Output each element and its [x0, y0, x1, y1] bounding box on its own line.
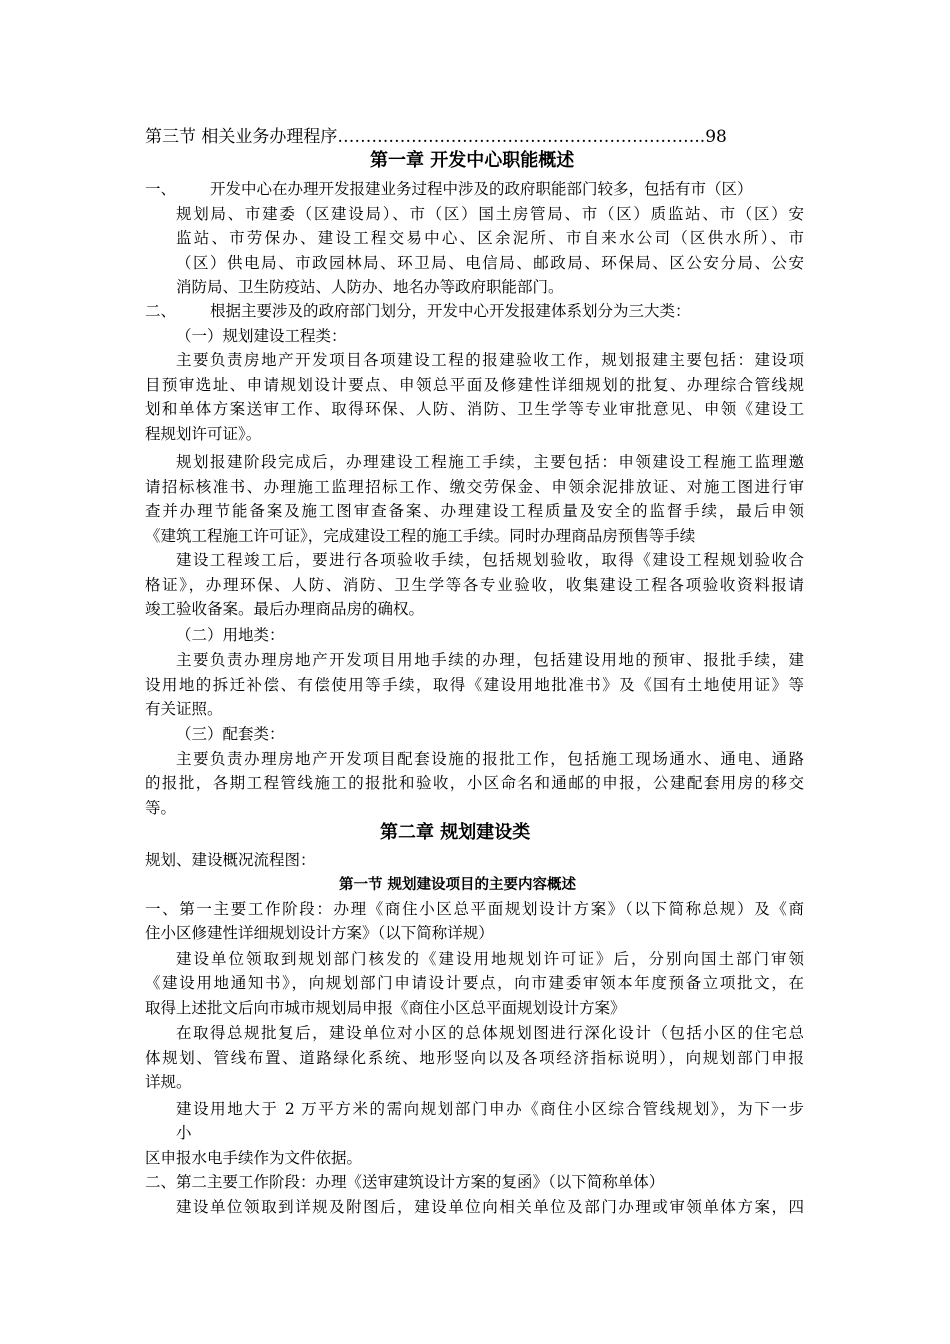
subsection-3-title: （三）配套类： — [176, 725, 285, 743]
paragraph-line: 区申报水电手续作为文件依据。 — [145, 1149, 363, 1167]
paragraph-line: 格证》，办理环保、人防、消防、卫生学等各专业验收，收集建设工程各项验收资料报请 — [145, 576, 804, 594]
item-2-text: 根据主要涉及的政府部门划分，开发中心开发报建体系划分为三大类： — [210, 302, 691, 320]
paragraph-line: 的报批，各期工程管线施工的报批和验收，小区命名和通邮的申报，公建配套用房的移交 — [145, 774, 804, 792]
flowchart-caption: 规划、建设概况流程图： — [145, 851, 316, 869]
paragraph-line: 建设单位领取到详规及附图后，建设单位向相关单位及部门办理或审领单体方案，四 — [176, 1198, 804, 1216]
paragraph-line: 体规划、管线布置、道路绿化系统、地形竖向以及各项经济指标说明），向规划部门申报 — [145, 1049, 804, 1067]
paragraph-line: 主要负责办理房地产开发项目用地手续的办理，包括建设用地的预审、报批手续，建 — [176, 651, 804, 669]
paragraph-line: 请招标核准书、办理施工监理招标工作、缴交劳保金、申领余泥排放证、对施工图进行审 — [145, 478, 804, 496]
paragraph-line: 住小区修建性详细规划设计方案》（以下简称详规） — [145, 924, 494, 942]
item-1-line: 开发中心在办理开发报建业务过程中涉及的政府职能部门较多，包括有市（区） — [210, 180, 753, 198]
chapter-1-title: 第一章 开发中心职能概述 — [370, 150, 575, 171]
item-1-line: （区）供电局、市政园林局、环卫局、电信局、邮政局、环保局、区公安分局、公安 — [176, 254, 804, 272]
paragraph-line: 《建设用地通知书》，向规划部门申请设计要点，向市建委审领本年度预备立项批文，在 — [145, 974, 804, 992]
paragraph-line: 程规划许可证》。 — [145, 425, 262, 443]
toc-entry[interactable]: 第三节 相关业务办理程序………………………………………………………..98 — [145, 127, 727, 147]
subsection-2-title: （二）用地类： — [176, 626, 285, 644]
section-1-title: 第一节 规划建设项目的主要内容概述 — [339, 877, 577, 893]
paragraph-line: 小 — [176, 1124, 192, 1142]
paragraph-line: 查并办理节能备案及施工图审查备案、办理建设工程质量及安全的监督手续，最后申领 — [145, 502, 804, 520]
paragraph-line: 《建筑工程施工许可证》，完成建设工程的施工手续。同时办理商品房预售等手续 — [145, 527, 696, 545]
item-1-line: 消防局、卫生防疫站、人防办、地名办等政府职能部门。 — [176, 278, 564, 296]
item-2-number: 二、 — [145, 302, 177, 320]
subsection-1-title: （一）规划建设工程类： — [176, 327, 347, 345]
paragraph-line: 主要负责房地产开发项目各项建设工程的报建验收工作，规划报建主要包括：建设项 — [176, 351, 804, 369]
paragraph-line: 有关证照。 — [145, 700, 223, 718]
paragraph-line: 取得上述批文后向市城市规划局申报《商住小区总平面规划设计方案》 — [145, 999, 626, 1017]
paragraph-line: 竣工验收备案。最后办理商品房的确权。 — [145, 600, 425, 618]
paragraph-line: 建设用地大于 2 万平方米的需向规划部门申办《商住小区综合管线规划》，为下一步 — [176, 1100, 804, 1118]
paragraph-line: 详规。 — [145, 1073, 192, 1091]
item-1-line: 规划局、市建委（区建设局）、市（区）国土房管局、市（区）质监站、市（区）安 — [176, 205, 804, 223]
paragraph-line: 建设单位领取到规划部门核发的《建设用地规划许可证》后，分别向国土部门审领 — [176, 950, 804, 968]
paragraph-line: 设用地的拆迁补偿、有偿使用等手续，取得《建设用地批准书》及《国有土地使用证》等 — [145, 676, 804, 694]
paragraph-line: 目预审选址、申请规划设计要点、申领总平面及修建性详细规划的批复、办理综合管线规 — [145, 376, 804, 394]
paragraph-line: 建设工程竣工后，要进行各项验收手续，包括规划验收，取得《建设工程规划验收合 — [176, 551, 804, 569]
paragraph-line: 规划报建阶段完成后，办理建设工程施工手续，主要包括：申领建设工程施工监理邀 — [176, 453, 804, 471]
paragraph-line: 二、第二主要工作阶段：办理《送审建筑设计方案的复函》（以下简称单体） — [145, 1173, 665, 1191]
item-1-line: 监站、市劳保办、建设工程交易中心、区余泥所、市自来水公司（区供水所）、市 — [176, 229, 804, 247]
paragraph-line: 主要负责办理房地产开发项目配套设施的报批工作，包括施工现场通水、通电、通路 — [176, 750, 804, 768]
item-1-number: 一、 — [145, 180, 177, 198]
paragraph-line: 在取得总规批复后，建设单位对小区的总体规划图进行深化设计（包括小区的住宅总 — [176, 1024, 804, 1042]
paragraph-line: 一、第一主要工作阶段：办理《商住小区总平面规划设计方案》（以下简称总规）及《商 — [145, 900, 804, 918]
chapter-2-title: 第二章 规划建设类 — [380, 822, 531, 843]
paragraph-line: 等。 — [145, 799, 177, 817]
paragraph-line: 划和单体方案送审工作、取得环保、人防、消防、卫生学等专业审批意见、申领《建设工 — [145, 400, 804, 418]
